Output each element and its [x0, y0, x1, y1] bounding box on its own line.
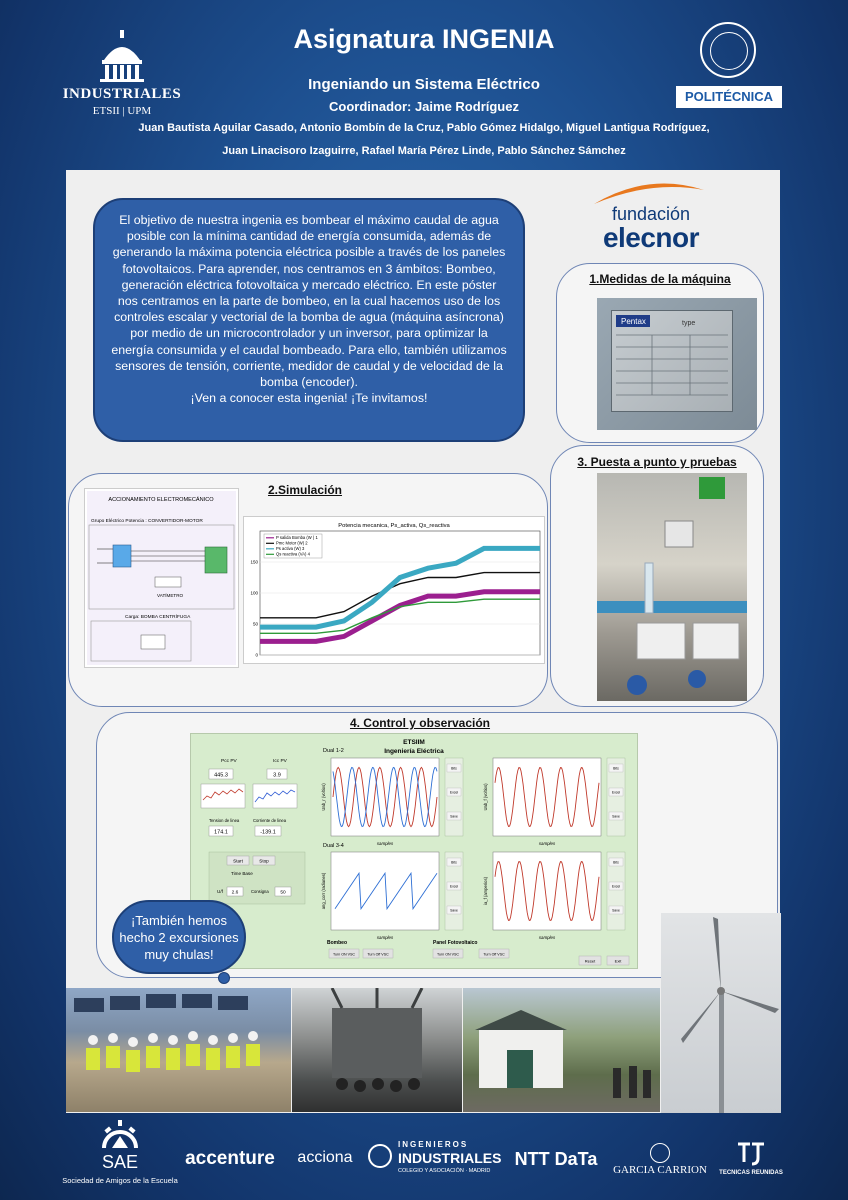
gui-uf-label: U/f	[217, 889, 223, 894]
nameplate-photo	[597, 298, 757, 430]
politecnica-logo	[672, 22, 784, 110]
gui-side-button-label: Bits	[451, 766, 457, 771]
gui-side-button-label: Bits	[613, 766, 619, 771]
gui-fv-on-label: Turn ON VSC	[436, 952, 460, 957]
gui-tension-value: 174.1	[214, 829, 228, 836]
fundacion-elecnor-logo	[586, 178, 716, 252]
gui-side-button-label: Save	[612, 814, 620, 819]
simulation-plot	[243, 516, 545, 664]
gui-plot-ylabel: Uab_f (voltios)	[483, 783, 488, 811]
gui-exit-label: Exit	[614, 958, 622, 964]
coordinator: Coordinador: Jaime Rodríguez	[329, 99, 519, 114]
gui-plots	[321, 758, 625, 940]
gui-plot-4	[493, 852, 601, 930]
sae-name: SAE	[101, 1152, 139, 1172]
colegio-seal-icon	[368, 1144, 392, 1168]
gui-side-button-label: Excel	[611, 884, 621, 889]
gui-corriente-value: -139.1	[260, 829, 276, 836]
ingenieros-industriales-logo	[368, 1140, 502, 1180]
excursion-photo-hydro-plant	[463, 988, 660, 1112]
gui-time-base: Time Base	[231, 871, 253, 876]
elecnor-text: elecnor	[602, 222, 700, 253]
gui-reset-label: Reset	[584, 958, 596, 964]
gui-pcc-label: Pcc PV	[221, 759, 237, 764]
section-3-title: 3. Puesta a punto y pruebas	[577, 455, 737, 469]
upm-seal-icon	[700, 22, 756, 78]
nameplate	[611, 310, 733, 412]
gui-plot-xlabel: samples	[376, 935, 394, 940]
gui-icc-value: 3.9	[273, 772, 281, 779]
excursions-cloud	[112, 900, 246, 974]
cloud-text: ¡También hemos hecho 2 excursiones muy chulas!	[119, 913, 239, 962]
tecnicas-reunidas-logo	[712, 1140, 790, 1182]
gui-bombeo: Bombeo	[327, 940, 347, 946]
tecnicas-reunidas-mark-icon	[736, 1140, 766, 1166]
gui-tension-label: Tension de linea	[209, 818, 240, 823]
industriales-logo	[62, 28, 182, 128]
chart-legend	[264, 534, 322, 558]
gui-plot-xlabel: samples	[376, 841, 394, 846]
transformer-illustration	[292, 988, 462, 1112]
y-tick-label: 0	[255, 652, 258, 658]
gui-start-label: Start	[233, 858, 243, 864]
simulink-schematic	[84, 488, 239, 668]
gui-side-button-label: Excel	[449, 790, 459, 795]
gui-consigna-value: 50	[280, 890, 286, 896]
legend-entry: Ps activa (W) 3	[276, 546, 305, 551]
schematic-diagram	[85, 489, 238, 667]
garcia-carrion-mark-icon	[650, 1143, 670, 1163]
industriales-sub: ETSII | UPM	[92, 105, 152, 117]
solar-group-illustration	[66, 988, 291, 1112]
intro-bubble	[93, 198, 525, 442]
hydro-plant-illustration	[463, 988, 660, 1112]
nameplate-markings	[612, 311, 732, 411]
chart-title: Potencia mecanica, Ps_activa, Qs_reactiva	[338, 523, 450, 529]
intro-text: El objetivo de nuestra ingenia es bombear el máximo caudal de agua posible con la mínima cantidad de energía consumida, además de generando la máxima potencia eléctrica posible a través de los paneles fotovoltaicos. Para aprender, nos centramos en 3 ámbitos: Bombeo, generación eléctrica fotovoltaica y mercado eléctrico. En este póster nos centramos en la parte de bombeo, en la cual hacemos uso de los controles escalar y vectorial de la bomba de agua (máquina asíncrona) por medio de un microcontrolador y un inversor, para optimizar la energía consumida y el caudal bombeado. Para ello, también utilizamos sensores de tensión, corriente, medidor de caudal y de velocidad de la bomba (encoder).	[111, 213, 507, 390]
gui-plot-2	[493, 758, 601, 836]
legend-entry: Qs reactiva (VA) 4	[276, 551, 310, 557]
simulation-chart	[244, 517, 544, 663]
section-4-title: 4. Control y observación	[349, 716, 491, 730]
gui-plot-xlabel: samples	[538, 841, 556, 846]
y-tick-label: 150	[250, 559, 258, 565]
authors-line-2: Juan Linacisoro Izaguirre, Rafael María Pérez Linde, Pablo Sánchez Sámchez	[222, 145, 626, 157]
politecnica-name: POLITÉCNICA	[676, 86, 782, 108]
control-gui	[190, 733, 638, 969]
authors-line-1: Juan Bautista Aguilar Casado, Antonio Bombín de la Cruz, Pablo Gómez Hidalgo, Miguel Lantigua Rodríguez,	[138, 122, 710, 134]
gui-header-2: Ingeniería Eléctrica	[384, 748, 444, 755]
gui-plot-ylabel: ang_corr (radianes)	[321, 872, 326, 910]
excursion-photo-transformer	[292, 988, 462, 1112]
gui-side-button-label: Excel	[449, 884, 459, 889]
gui-side-button-label: Bits	[613, 860, 619, 865]
wind-turbine-photo	[661, 913, 781, 1113]
industriales-name: INDUSTRIALES	[62, 86, 182, 102]
accenture-logo: accenture	[185, 1148, 275, 1169]
gui-dual-34[interactable]: Dual 3-4	[323, 843, 344, 849]
ind-line-1: INGENIEROS	[398, 1140, 469, 1149]
ind-line-3: COLEGIO Y ASOCIACIÓN · MADRID	[398, 1168, 491, 1174]
fundacion-text: fundación	[611, 204, 691, 224]
gui-corriente-label: Corriente de linea	[253, 818, 287, 823]
gui-panel-fv: Panel Fotovoltaico	[433, 940, 478, 946]
sae-logo	[60, 1118, 180, 1190]
gui-icc-trend	[253, 784, 297, 808]
schematic-meter: VATÍMETRO	[157, 593, 184, 598]
gui-plot-xlabel: samples	[538, 935, 556, 940]
y-tick-label: 50	[252, 621, 258, 627]
wind-turbine-illustration	[661, 913, 781, 1113]
section-2-title: 2.Simulación	[267, 483, 343, 497]
test-bench-photo	[597, 473, 747, 701]
y-tick-label: 100	[250, 590, 258, 596]
garcia-carrion-logo	[612, 1143, 708, 1181]
cloud-tail	[218, 972, 230, 984]
gui-side-button-label: Save	[612, 908, 620, 913]
nameplate-type-label: type	[682, 320, 696, 327]
control-gui-panel	[191, 734, 637, 968]
gui-side-button-label: Save	[450, 814, 458, 819]
nameplate-brand: Pentax	[621, 317, 646, 326]
poster-title: Asignatura INGENIA	[293, 24, 555, 54]
gui-bombeo-off-label: Turn Off VSC	[367, 952, 389, 957]
poster-subtitle: Ingeniando un Sistema Eléctrico	[308, 76, 540, 93]
dome-icon	[98, 30, 146, 82]
excursion-photo-solar	[66, 988, 291, 1112]
ind-line-2: INDUSTRIALES	[398, 1150, 502, 1166]
gui-dual-12[interactable]: Dual 1-2	[323, 748, 344, 754]
garcia-carrion-name: GARCIA CARRION	[613, 1164, 707, 1176]
test-bench-illustration	[597, 473, 747, 701]
gear-icon	[100, 1118, 140, 1150]
gui-consigna-label: Consigna	[251, 889, 269, 894]
schematic-load: Carga: BOMBA CENTRÍFUGA	[125, 615, 191, 620]
gui-uf-value: 2.6	[231, 890, 239, 896]
sae-sub: Sociedad de Amigos de la Escuela	[62, 1176, 178, 1185]
acciona-logo: acciona	[297, 1149, 353, 1166]
gui-bombeo-on-label: Turn ON VSC	[332, 952, 356, 957]
gui-stop-label: Stop	[259, 858, 269, 864]
ntt-data-logo: NTT DaTa	[514, 1149, 598, 1169]
gui-side-button-label: Save	[450, 908, 458, 913]
schematic-title: ACCIONAMIENTO ELECTROMECÁNICO	[108, 497, 214, 503]
elecnor-arc-icon	[590, 178, 706, 206]
tecnicas-reunidas-name: TECNICAS REUNIDAS	[719, 1170, 783, 1176]
gui-plot-ylabel: ia_f (amperios)	[483, 877, 488, 905]
gui-header-1: ETSIIM	[403, 739, 425, 746]
gui-plot-ylabel: Uab_r (voltios)	[321, 783, 326, 811]
schematic-group: Grupo Eléctrico Potencia : CONVERTIDOR-MOTOR	[91, 519, 203, 524]
section-1-title: 1.Medidas de la máquina	[589, 272, 731, 286]
legend-entry: Pmc Motor (W) 2	[276, 540, 308, 546]
gui-side-button-label: Excel	[611, 790, 621, 795]
legend-entry: P salida Bomba (W ) 1	[276, 535, 318, 540]
gui-pcc-value: 445.3	[214, 772, 228, 779]
gui-side-button-label: Bits	[451, 860, 457, 865]
intro-invite: ¡Ven a conocer esta ingenia! ¡Te invitamos!	[190, 391, 428, 406]
gui-icc-label: Icc PV	[273, 759, 287, 764]
gui-fv-off-label: Turn Off VSC	[483, 952, 505, 957]
